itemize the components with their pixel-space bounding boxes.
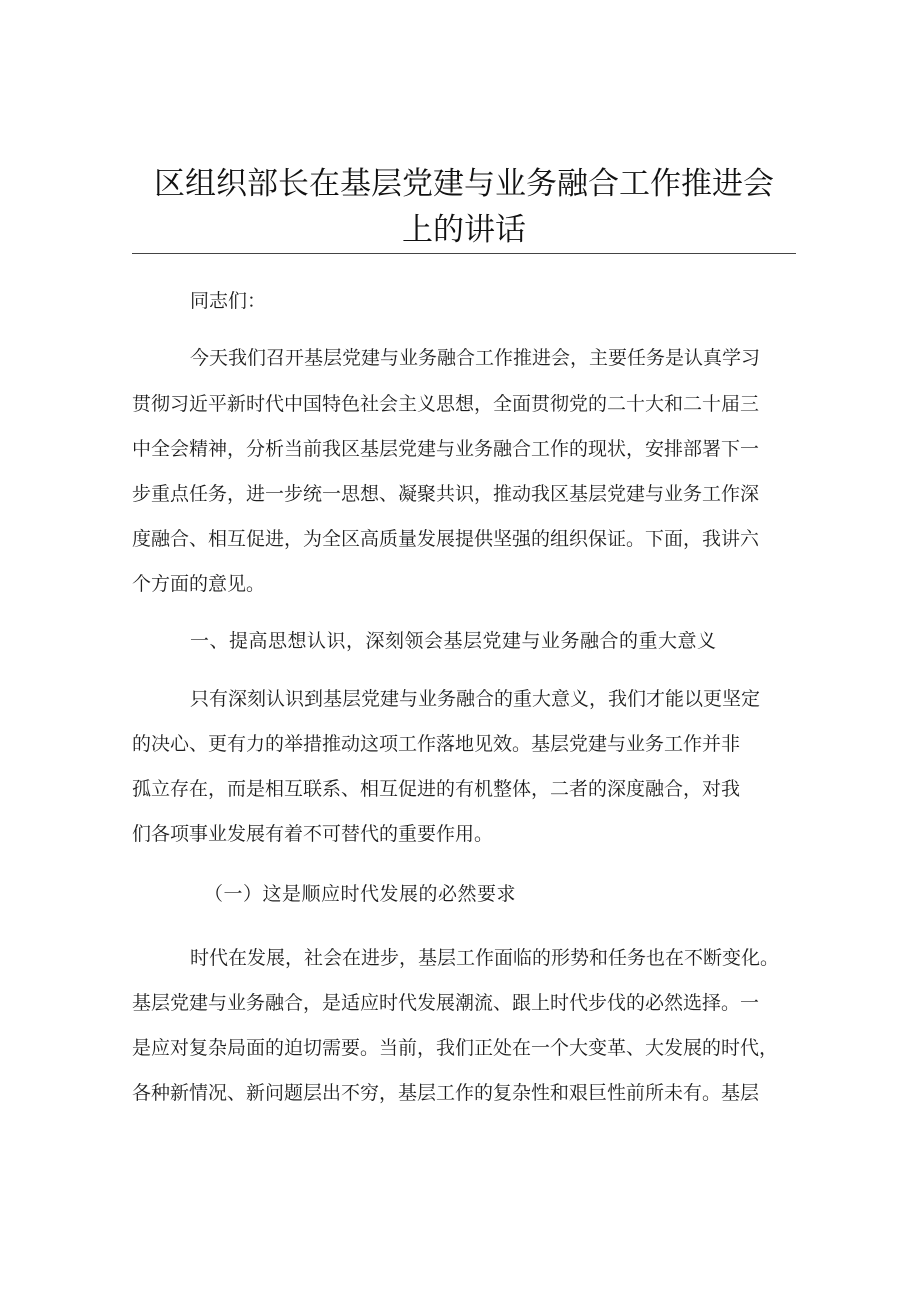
paragraph-3-line-3: 是应对复杂局面的迫切需要。当前，我们正处在一个大变革、大发展的时代， [132, 1037, 779, 1059]
section-1-heading: 一、提高思想认识，深刻领会基层党建与业务融合的重大意义 [190, 630, 717, 652]
paragraph-2-line-4: 们各项事业发展有着不可替代的重要作用。 [132, 823, 494, 845]
title-divider [132, 253, 796, 254]
paragraph-3-line-1: 时代在发展，社会在进步，基层工作面临的形势和任务也在不断变化。 [190, 947, 780, 969]
paragraph-3-line-2: 基层党建与业务融合，是适应时代发展潮流、跟上时代步伐的必然选择。一 [132, 992, 760, 1014]
greeting: 同志们： [190, 290, 267, 312]
paragraph-1-line-5: 度融合、相互促进，为全区高质量发展提供坚强的组织保证。下面，我讲六 [132, 528, 760, 550]
document-title-line-2: 上的讲话 [402, 212, 526, 248]
document-title-line-1: 区组织部长在基层党建与业务融合工作推进会 [154, 166, 774, 202]
paragraph-2-line-3: 孤立存在，而是相互联系、相互促进的有机整体，二者的深度融合，对我 [132, 778, 741, 800]
subsection-1-heading: （一）这是顺应时代发展的必然要求 [204, 883, 517, 905]
paragraph-1-line-2: 贯彻习近平新时代中国特色社会主义思想，全面贯彻党的二十大和二十届三 [132, 393, 760, 415]
paragraph-1-line-6: 个方面的意见。 [132, 573, 266, 595]
paragraph-2-line-1: 只有深刻认识到基层党建与业务融合的重大意义，我们才能以更坚定 [190, 688, 761, 710]
paragraph-2-line-2: 的决心、更有力的举措推动这项工作落地见效。基层党建与业务工作并非 [132, 733, 741, 755]
paragraph-1-line-4: 步重点任务，进一步统一思想、凝聚共识，推动我区基层党建与业务工作深 [132, 483, 760, 505]
paragraph-3-line-4: 各种新情况、新问题层出不穷，基层工作的复杂性和艰巨性前所未有。基层 [132, 1082, 760, 1104]
paragraph-1-line-1: 今天我们召开基层党建与业务融合工作推进会，主要任务是认真学习 [190, 347, 761, 369]
paragraph-1-line-3: 中全会精神，分析当前我区基层党建与业务融合工作的现状，安排部署下一 [132, 438, 760, 460]
